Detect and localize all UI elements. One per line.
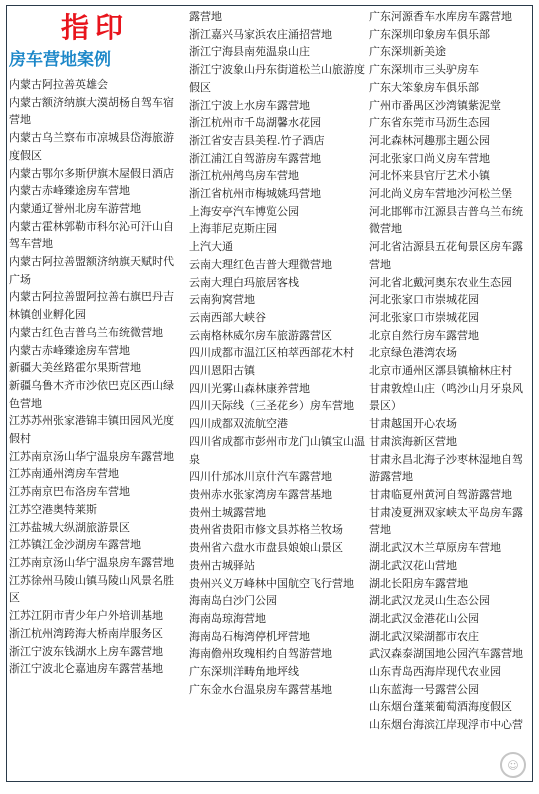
list-item: 四川光雾山森林康养营地 — [189, 381, 310, 395]
list-item: 河北省北戴河奥东农业生态园 — [369, 275, 512, 289]
list-item: 云南格林威尔房车旅游露营区 — [189, 328, 332, 342]
list-item: 内蒙古阿拉善盟额济纳旗天赋时代广场 — [9, 255, 174, 286]
list-item: 北京绿色港湾农场 — [369, 346, 457, 360]
list-item: 湖北长阳房车露营地 — [369, 576, 468, 590]
section-heading: 房车营地案例 — [9, 50, 111, 69]
list-item: 江苏南京巴布洛房车营地 — [9, 485, 130, 499]
list-item: 河北怀来县官厅艺术小镇 — [369, 169, 490, 183]
list-item: 四川成都双流航空港 — [189, 417, 288, 431]
document-page — [6, 5, 533, 782]
list-item: 甘肃凌夏洲双家峡太平岛房车露营地 — [369, 505, 523, 537]
list-item: 广东金水台温泉房车露营基地 — [189, 682, 332, 696]
list-item: 云南大理红色吉普大理微营地 — [189, 257, 332, 271]
list-item: 河北张家口市崇城花园 — [369, 293, 479, 307]
list-item: 内蒙古鄂尔多斯伊旗木屋假日酒店 — [9, 166, 174, 180]
list-item: 新疆大美丝路霍尔果斯营地 — [9, 361, 141, 375]
list-item: 海南岛石梅湾停机坪营地 — [189, 629, 310, 643]
list-item: 浙江宁波上水房车露营地 — [189, 98, 310, 112]
list-item: 海南岛白沙门公园 — [189, 594, 277, 608]
list-item: 贵州土城露营地 — [189, 505, 266, 519]
list-item: 山东烟台海滨江岸现浮市中心营 — [369, 718, 523, 732]
list-item: 浙江宁波北仑嘉迪房车露营基地 — [9, 662, 163, 676]
list-item: 浙江杭州鸬鸟房车营地 — [189, 169, 299, 183]
list-item: 山东青岛西海岸现代农业园 — [369, 665, 501, 679]
list-item: 浙江宁海县南苑温泉山庄 — [189, 45, 310, 59]
list-item: 江苏南京汤山华宁温泉房车露营地 — [9, 555, 174, 569]
list-item: 海南岛琼海营地 — [189, 611, 266, 625]
list-item: 甘肃越国开心农场 — [369, 417, 457, 431]
list-item: 河北张家口尚义房车营地 — [369, 151, 490, 165]
list-item: 贵州赤水张家湾房车露营基地 — [189, 487, 332, 501]
list-item: 内蒙古赤峰臻途房车营地 — [9, 184, 130, 198]
list-item: 浙江杭州市千岛湖馨水花园 — [189, 116, 321, 130]
list-item: 河北尚义房车营地沙河松兰堡 — [369, 187, 512, 201]
list-item: 湖北武汉梁湖都市农庄 — [369, 629, 479, 643]
list-item: 海南儋州玫瑰相约自驾游营地 — [189, 647, 332, 661]
list-item: 贵州古城驿站 — [189, 558, 255, 572]
list-item: 内蒙古额济纳旗大漠胡杨自驾车宿营地 — [9, 95, 174, 127]
list-item: 上海菲尼克斯庄园 — [189, 222, 277, 236]
list-item: 广东深圳市三头驴房车 — [369, 63, 479, 77]
page-title: 指印 — [60, 12, 129, 43]
list-item: 江苏盐城大纵湖旅游景区 — [9, 520, 130, 534]
list-item: 江苏南通州湾房车营地 — [9, 467, 119, 481]
list-item: 河北张家口市崇城花园 — [369, 310, 479, 324]
column-2 — [189, 6, 365, 698]
list-item: 浙江省杭州市梅城姚玛营地 — [189, 187, 321, 201]
list-item: 四川天际线（三圣花乡）房车营地 — [189, 399, 354, 413]
list-item: 湖北武汉龙灵山生态公园 — [369, 594, 490, 608]
list-item: 浙江杭州湾跨海大桥南岸服务区 — [9, 626, 163, 640]
campsite-list-1 — [9, 76, 181, 678]
list-item: 北京自然行房车露营地 — [369, 328, 479, 342]
list-item: 甘肃敦煌山庄（鸣沙山月牙泉风景区） — [369, 381, 523, 413]
list-item: 内蒙古红色吉普乌兰布统微营地 — [9, 325, 163, 339]
list-item: 江苏苏州张家港锦丰镇田园风光度假村 — [9, 414, 174, 446]
list-item: 广东深圳印象房车俱乐部 — [369, 27, 490, 41]
list-item: 甘肃临夏州黄河自驾游露营地 — [369, 487, 512, 501]
list-item: 河北森林河趣那主题公园 — [369, 133, 490, 147]
list-item: 贵州兴义万峰林中国航空飞行营地 — [189, 576, 354, 590]
list-item: 上汽大通 — [189, 240, 233, 254]
list-item: 云南狗窝营地 — [189, 293, 255, 307]
list-item: 贵州省贵阳市修文县苏格兰牧场 — [189, 523, 343, 537]
list-item: 内蒙古乌兰察布市凉城县岱海旅游度假区 — [9, 131, 174, 162]
list-item: 北京市通州区漷县镇榆林庄村 — [369, 364, 512, 378]
list-item: 四川什邡冰川京什汽车露营地 — [189, 470, 332, 484]
list-item: 贵州省六盘水市盘县娘娘山景区 — [189, 541, 343, 555]
list-item: 内蒙古阿拉善英雄会 — [9, 78, 108, 91]
column-3 — [369, 6, 531, 734]
list-item: 江苏空港奥特莱斯 — [9, 502, 97, 516]
list-item: 云南西部大峡谷 — [189, 310, 266, 324]
list-item: 浙江浦江自驾游房车露营地 — [189, 151, 321, 165]
list-item: 广东河源香车水库房车露营地 — [369, 10, 512, 23]
list-item: 山东蓝海一号露营公园 — [369, 682, 479, 696]
list-item: 甘肃永昌北海子沙枣林湿地自驾游露营地 — [369, 452, 523, 484]
list-item: 四川成都市温江区柏萃西部花木村 — [189, 346, 354, 360]
list-item: 广州市番禺区沙湾镇紫泥堂 — [369, 98, 501, 112]
list-item: 内蒙古阿拉善盟阿拉善右旗巴丹吉林镇创业孵化园 — [9, 290, 174, 322]
list-item: 浙江宁波象山丹东街道松兰山旅游度假区 — [189, 63, 365, 94]
list-item: 江苏南京汤山华宁温泉房车露营地 — [9, 449, 174, 463]
list-item: 内蒙古霍林郭勒市科尔沁可汗山自驾车营地 — [9, 219, 174, 251]
list-item: 广东大笨象房车俱乐部 — [369, 80, 479, 94]
list-item: 湖北武汉木兰草原房车营地 — [369, 541, 501, 555]
list-item: 湖北武汉金港花山公园 — [369, 611, 479, 625]
list-item: 江苏镇江金沙湖房车露营地 — [9, 538, 141, 552]
list-item: 甘肃滨海新区营地 — [369, 434, 457, 448]
list-item: 浙江省安吉县美程.竹子酒店 — [189, 133, 325, 147]
list-item: 上海安亭汽车博览公园 — [189, 204, 299, 218]
list-item: 江苏徐州马陵山镇马陵山风景名胜区 — [9, 573, 174, 605]
list-item: 河北邯郸市江源县吉普乌兰布统微营地 — [369, 204, 523, 236]
list-item: 广东省东莞市马沥生态园 — [369, 116, 490, 130]
list-item: 浙江嘉兴马家浜农庄涌招营地 — [189, 27, 332, 41]
list-item: 四川恩阳古镇 — [189, 364, 255, 378]
list-item: 新疆乌鲁木齐市沙依巴克区西山绿色营地 — [9, 378, 174, 410]
column-1 — [9, 6, 181, 678]
campsite-list-2 — [189, 8, 365, 698]
list-item: 湖北武汉花山营地 — [369, 558, 457, 572]
list-item: 武汉森泰湖国地公园汽车露营地 — [369, 647, 523, 661]
list-item: 内蒙古赤峰臻途房车营地 — [9, 343, 130, 357]
campsite-list-3 — [369, 8, 531, 734]
list-item: 广东深圳洋畴角地坪线 — [189, 665, 299, 679]
list-item: 云南大理白玛旅居客栈 — [189, 275, 299, 289]
list-item: 浙江宁波东钱湖水上房车露营地 — [9, 644, 163, 658]
list-item: 露营地 — [189, 10, 222, 23]
list-item: 河北省沽源县五花甸景区房车露营地 — [369, 240, 523, 271]
list-item: 广东深圳新美途 — [369, 45, 446, 59]
watermark-logo: ☺ — [500, 752, 526, 778]
list-item: 江苏江阴市青少年户外培训基地 — [9, 609, 163, 623]
list-item: 内蒙通辽誉州北房车游营地 — [9, 201, 141, 215]
list-item: 山东烟台蓬莱葡萄酒海度假区 — [369, 700, 512, 714]
list-item: 四川省成都市彭州市龙门山镇宝山温泉 — [189, 434, 365, 466]
